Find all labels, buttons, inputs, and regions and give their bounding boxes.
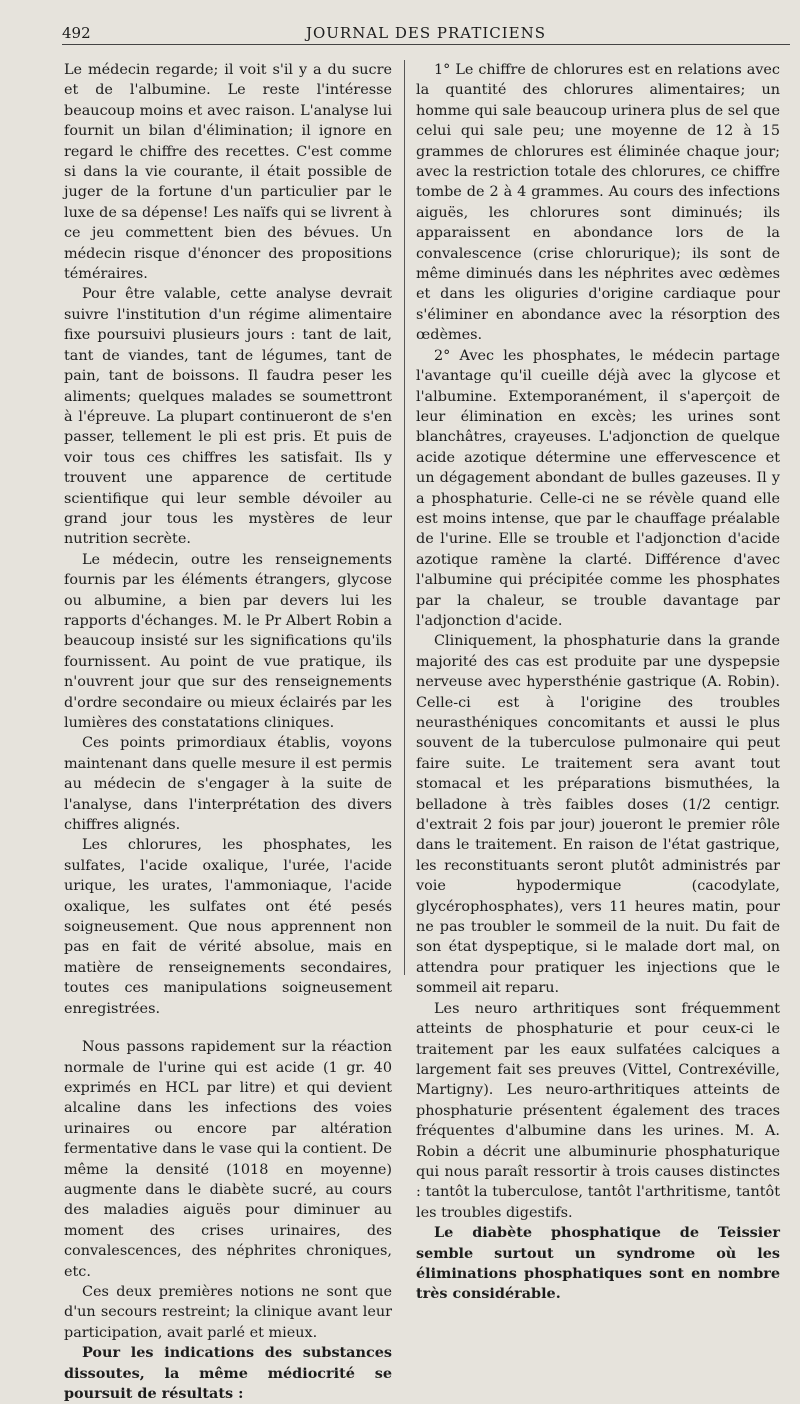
right-column bbox=[416, 60, 780, 1303]
paragraph: Pour les indications des substances dissoutes, la même médiocrité se poursuit de résultats : bbox=[64, 1344, 392, 1402]
page-number: 492 bbox=[62, 24, 91, 42]
paragraph: Nous passons rapidement sur la réaction normale de l'urine qui est acide (1 gr. 40 exprimés en HCL par litre) et qui devient alcaline dans les infections des voies urinaires ou encore par altération fermentative dans le vase qui la contient. De même la densité (1018 en moyenne) augmente dans le diabète sucré, au cours des maladies aiguës pour diminuer au moment des crises urinaires, des convalescences, des néphrites chroniques, etc. bbox=[64, 1039, 392, 1280]
journal-title: JOURNAL DES PRATICIENS bbox=[305, 24, 547, 42]
paragraph: Les neuro arthritiques sont fréquemment atteints de phosphaturie et pour ceux-ci le traitement par les eaux sulfatées calciques a largement fait ses preuves (Vittel, Contrexéville, Martigny). Les neuro-arthritiques atteints de phosphaturie présentent également des traces fréquentes d'albumine dans les urines. M. A. Robin a décrit une albuminurie phosphaturique qui nous paraît ressortir à trois causes distinctes : tantôt la tuberculose, tantôt l'arthritisme, tantôt les troubles digestifs. bbox=[416, 1000, 780, 1221]
paragraph: 2° Avec les phosphates, le médecin partage l'avantage qu'il cueille déjà avec la glycose et l'albumine. Extemporanément, il s'aperçoit de leur élimination en excès; les urines sont blanchâtres, crayeuses. L'adjonction de quelque acide azotique détermine une effervescence et un dégagement abondant de bulles gazeuses. Il y a phosphaturie. Celle-ci ne se révèle quand elle est moins intense, que par le chauffage préalable de l'urine. Elle se trouble et l'adjonction d'acide azotique ramène la clarté. Différence d'avec l'albumine qui précipitée comme les phosphates par la chaleur, se trouble davantage par l'adjonction d'acide. bbox=[416, 347, 780, 629]
paragraph: Le diabète phosphatique de Teissier semble surtout un syndrome où les éliminations phosphatiques sont en nombre très considérable. bbox=[416, 1224, 780, 1303]
column-divider bbox=[404, 60, 405, 975]
paragraph: Le médecin regarde; il voit s'il y a du sucre et de l'albumine. Le reste l'intéresse beaucoup moins et avec raison. L'analyse lui fournit un bilan d'élimination; il ignore en regard le chiffre des recettes. C'est comme si dans la vie courante, il était possible de juger de la fortune d'un particulier par le luxe de sa dépense! Les naïfs qui se livrent à ce jeu commettent bien des bévues. Un médecin risque d'énoncer des propositions téméraires. bbox=[64, 62, 392, 283]
paragraph: Les chlorures, les phosphates, les sulfates, l'acide oxalique, l'urée, l'acide urique, les urates, l'ammoniaque, l'acide oxalique, les sulfates ont été pesés soigneusement. Que nous apprennent non pas en fait de vérité absolue, mais en matière de renseignements secondaires, toutes ces manipulations soigneusement enregistrées. bbox=[64, 837, 392, 1017]
paragraph: Le médecin, outre les renseignements fournis par les éléments étrangers, glycose ou albumine, a bien par devers lui les rapports d'échanges. M. le Pr Albert Robin a beaucoup insisté sur les significations qu'ils fournissent. Au point de vue pratique, ils n'ouvrent jour que sur des renseignements d'ordre secondaire ou mieux éclairés par les lumières des constatations cliniques. bbox=[64, 551, 392, 731]
paragraph: Ces points primordiaux établis, voyons maintenant dans quelle mesure il est permis au médecin de s'engager à la suite de l'analyse, dans l'interprétation des divers chiffres alignés. bbox=[64, 735, 392, 834]
paragraph: Ces deux premières notions ne sont que d'un secours restreint; la clinique avant leur participation, avait parlé et mieux. bbox=[64, 1283, 392, 1341]
paragraph: Cliniquement, la phosphaturie dans la grande majorité des cas est produite par une dyspepsie nerveuse avec hypersthénie gastrique (A. Robin). Celle-ci est à l'origine des troubles neurasthéniques concomitants et aussi le plus souvent de la tuberculose pulmonaire qui peut faire suite. Le traitement sera avant tout stomacal et les préparations bismuthées, la belladone à très faibles doses (1/2 centigr. d'extrait 2 fois par jour) joueront le premier rôle dans le traitement. En raison de l'état gastrique, les reconstituants seront plutôt administrés par voie hypodermique (cacodylate, glycérophosphates), vers 11 heures matin, pour ne pas troubler le sommeil de la nuit. Du fait de son état dyspeptique, si le malade dort mal, on attendra pour pratiquer les injections que le sommeil ait reparu. bbox=[416, 633, 780, 997]
paragraph: 1° Le chiffre de chlorures est en relations avec la quantité des chlorures alimentaires; un homme qui sale beaucoup urinera plus de sel que celui qui sale peu; une moyenne de 12 à 15 grammes de chlorures est éliminée chaque jour; avec la restriction totale des chlorures, ce chiffre tombe de 2 à 4 grammes. Au cours des infections aiguës, les chlorures sont diminués; ils apparaissent en abondance lors de la convalescence (crise chlorurique); ils sont de même diminués dans les néphrites avec œdèmes et dans les oliguries d'origine cardiaque pour s'éliminer en abondance avec la résorption des œdèmes. bbox=[416, 62, 780, 344]
page-header bbox=[62, 22, 790, 45]
paragraph: Pour être valable, cette analyse devrait suivre l'institution d'un régime alimentaire fixe poursuivi plusieurs jours : tant de lait, tant de viandes, tant de légumes, tant de pain, tant de boissons. Il faudra peser les aliments; quelques malades se soumettront à l'épreuve. La plupart continueront de s'en passer, tellement le pli est pris. Et puis de voir tous ces chiffres les satisfait. Ils y trouvent une apparence de certitude scientifique qui leur semble dévoiler au grand jour tous les mystères de leur nutrition secrète. bbox=[64, 286, 392, 548]
left-column bbox=[64, 60, 392, 1402]
